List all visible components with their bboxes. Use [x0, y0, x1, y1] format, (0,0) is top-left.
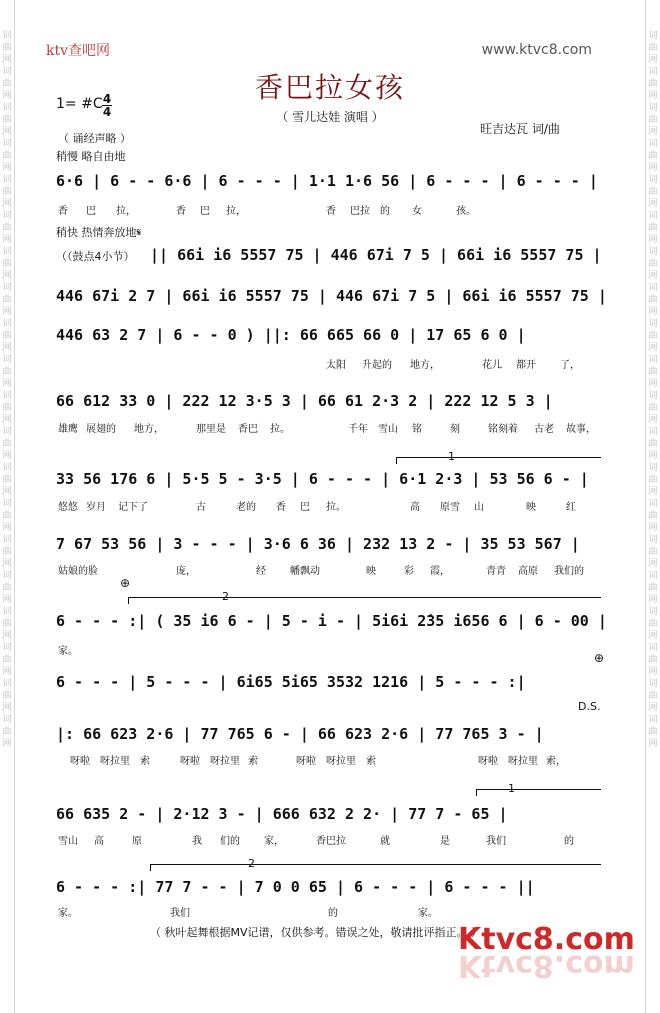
lyric-word: 我们 [170, 908, 190, 919]
lyric-word: 高 [410, 502, 420, 513]
lyric-word: 呀啦 [70, 756, 90, 767]
credits: 旺吉达瓦 词/曲 [480, 122, 560, 136]
lyric-word: 悠悠 [58, 502, 78, 513]
coda-sign-2: ⊕ [594, 651, 605, 665]
lyric-word: 家。 [418, 908, 438, 919]
score-line-4: 446 63 2 7 | 6 - - 0 ) ||: 66 665 66 0 | 17 65 6 0 | [56, 326, 526, 344]
lyric-word: 姑娘的脸 [58, 566, 98, 577]
lyric-word: 的 [380, 206, 390, 217]
lyric-word: 巴拉 [350, 206, 370, 217]
lyric-word: 呀拉里 [100, 756, 130, 767]
lyric-word: 古 [196, 502, 206, 513]
time-signature-bottom: 4 [102, 105, 112, 119]
lyric-word: 了， [560, 360, 580, 371]
lyric-word: 原雪 [440, 502, 460, 513]
lyric-word: 原 [132, 836, 142, 847]
lyric-word: 刻 [450, 424, 460, 435]
lyric-word: 家， [264, 836, 284, 847]
lyric-word: 山 [474, 502, 484, 513]
lyric-word: 记下了 [118, 502, 148, 513]
lyric-word: 升起的 [362, 360, 392, 371]
lyric-word: 幡飘动 [290, 566, 320, 577]
lyric-word: 呀啦 [478, 756, 498, 767]
lyric-word: 呀啦 [180, 756, 200, 767]
score-line-3: 446 67i 2 7 | 66i i6 5557 75 | 446 67i 7 5 | 66i i6 5557 75 | [56, 287, 607, 305]
lyric-word: 家。 [58, 908, 78, 919]
site-logo: Ktvc8.com [458, 922, 635, 957]
lyric-word: 铭 [412, 424, 422, 435]
lyric-word: 巴 [300, 502, 310, 513]
lyric-word: 巴 [200, 206, 210, 217]
volta-number-2a: 2 [222, 590, 229, 603]
lyric-word: 香 [176, 206, 186, 217]
footer-note: （ 秋叶起舞根据MV记谱，仅供参考。错误之处，敬请批评指正。 ） [150, 926, 483, 939]
lyric-word: 展翅的 [86, 424, 116, 435]
lyric-word: 铭刻着 [488, 424, 518, 435]
lyric-word: 是 [440, 836, 450, 847]
performer: （ 雪儿达娃 演唱 ） [276, 110, 384, 124]
volta-bracket-1b [476, 789, 601, 796]
lyric-word: 拉， [116, 206, 136, 217]
lyric-word: 香 [58, 206, 68, 217]
volta-bracket-2a [128, 597, 601, 604]
coda-sign-1: ⊕ [120, 576, 131, 590]
lyric-word: 高原 [518, 566, 538, 577]
volta-bracket-1a [396, 457, 601, 464]
site-url[interactable]: www.ktvc8.com [481, 42, 592, 58]
lyric-word: 古老 [534, 424, 554, 435]
lyric-word: 花儿 [482, 360, 502, 371]
lyric-word: 映 [526, 502, 536, 513]
score-line-12: 6 - - - :| 77 7 - - | 7 0 0 65 | 6 - - - | 6 - - - || [56, 878, 535, 896]
lyric-word: 索 [140, 756, 150, 767]
lyric-word: 岁月 [86, 502, 106, 513]
lyric-word: 呀拉里 [210, 756, 240, 767]
lyric-word: 呀拉里 [326, 756, 356, 767]
volta-bracket-2b [150, 864, 601, 871]
lyric-word: 呀啦 [296, 756, 316, 767]
tempo-marking-2: 稍快 热情奔放地𝄋 [56, 226, 142, 239]
lyric-word: 地方， [134, 424, 164, 435]
lyric-word: 香 [276, 502, 286, 513]
tempo-marking-1: 稍慢 略自由地 [56, 150, 126, 163]
lyric-word: 太阳 [326, 360, 346, 371]
score-line-2: || 66i i6 5557 75 | 446 67i 7 5 | 66i i6 5557 75 | [150, 246, 602, 264]
lyric-word: 香 [326, 206, 336, 217]
score-line-5: 66 612 33 0 | 222 12 3·5 3 | 66 61 2·3 2 | 222 12 5 3 | [56, 392, 553, 410]
lyric-word: 雪山 [58, 836, 78, 847]
lyric-word: 千年 [348, 424, 368, 435]
lyric-word: 拉， [226, 206, 246, 217]
lyric-word: 索 [248, 756, 258, 767]
lyric-word: 拉。 [270, 424, 290, 435]
time-signature-top: 4 [102, 92, 112, 106]
score-line-8: 6 - - - :| ( 35 i6 6 - | 5 - i - | 5i6i 2̇35 i656 6 | 6 - 00 | [56, 612, 607, 630]
volta-number-2b: 2 [248, 857, 255, 870]
score-line-7: 7 67 53 56 | 3 - - - | 3·6 6 36 | 232 13 2 - | 35 53 567 | [56, 535, 580, 553]
lyric-word: 霞， [430, 566, 450, 577]
lyric-word: 香巴 [238, 424, 258, 435]
right-margin-strip [645, 0, 660, 1013]
score-line-11: 66 635 2 - | 2·12 3 - | 666 632 2 2· | 77 7 - 65 | [56, 805, 508, 823]
lyric-word: 庞， [176, 566, 196, 577]
left-watermark: 词 曲 网 词 曲 网 词 曲 网 词 曲 网 词 曲 网 词 曲 网 词 曲 网 词 曲 网 词 曲 网 词 曲 网 词 曲 网 词 曲 网 词 曲 网 词 曲 网 词 曲 网 词 曲 网 词 曲 网 词 曲 网 词 曲 网 词 曲 网 [2, 31, 12, 749]
right-watermark: 词 曲 网 词 曲 网 词 曲 网 词 曲 网 词 曲 网 词 曲 网 词 曲 网 词 曲 网 词 曲 网 词 曲 网 词 曲 网 词 曲 网 词 曲 网 词 曲 网 词 曲 网 词 曲 网 词 曲 网 词 曲 网 词 曲 网 词 曲 网 [648, 31, 658, 749]
lyric-word: 故事， [566, 424, 596, 435]
volta-number-1a: 1 [448, 450, 455, 463]
song-title: 香巴拉女孩 [254, 71, 405, 104]
time-signature [102, 93, 112, 118]
lyric-word: 经 [256, 566, 266, 577]
lyric-word: 地方， [410, 360, 440, 371]
lyric-word: 索， [546, 756, 566, 767]
lyric-word: 我们的 [554, 566, 584, 577]
key-signature: 1= #C [56, 96, 103, 112]
lyric-word: 就 [380, 836, 390, 847]
lyric-word: 我 [192, 836, 202, 847]
lyric-word: 高 [94, 836, 104, 847]
lyric-word: 雪山 [378, 424, 398, 435]
lyric-word: 巴 [86, 206, 96, 217]
lyric-word: 都开 [516, 360, 536, 371]
lyric-word: 呀拉里 [508, 756, 538, 767]
site-logo-reflection: Ktvc8.com [458, 948, 635, 983]
lyric-word: 的 [328, 908, 338, 919]
lyric-word: 彩 [404, 566, 414, 577]
drum-note: （（鼓点4小节） [56, 250, 135, 263]
lyric-word: 那里是 [196, 424, 226, 435]
intro-note: （ 诵经声略 ） [58, 132, 131, 145]
lyric-word: 我们 [486, 836, 506, 847]
lyric-word: 的 [564, 836, 574, 847]
lyric-word: 红 [566, 502, 576, 513]
volta-number-1b: 1 [508, 782, 515, 795]
lyric-word: 拉。 [326, 502, 346, 513]
score-line-10: |: 66 623 2·6 | 77 765 6 - | 66 623 2·6 | 77 765 3 - | [56, 725, 544, 743]
lyric-word: 老的 [236, 502, 256, 513]
lyric-word: 女 [412, 206, 422, 217]
lyric-word: 香巴拉 [316, 836, 346, 847]
dal-segno: D.S. [578, 700, 601, 713]
score-line-6: 33 56 176 6 | 5·5 5 - 3·5 | 6 - - - | 6·1 2·3 | 53 56 6 - | [56, 470, 589, 488]
site-name-left[interactable]: ktv查吧网 [46, 43, 111, 59]
lyric-word: 青青 [486, 566, 506, 577]
lyric-word: 孩。 [456, 206, 476, 217]
lyric-word: 映 [366, 566, 376, 577]
lyric-word: 雄鹰 [58, 424, 78, 435]
lyric-word: 索 [366, 756, 376, 767]
score-line-1: 6·6 | 6 - - 6·6 | 6 - - - | 1·1 1·6 56 | 6 - - - | 6 - - - | [56, 172, 598, 190]
lyric-word: 家。 [58, 646, 78, 657]
lyric-word: 们的 [220, 836, 240, 847]
score-line-9: 6 - - - | 5 - - - | 6i65 5i65 3532 1216 | 5 - - - :| [56, 673, 526, 691]
left-margin-strip [0, 0, 15, 1013]
